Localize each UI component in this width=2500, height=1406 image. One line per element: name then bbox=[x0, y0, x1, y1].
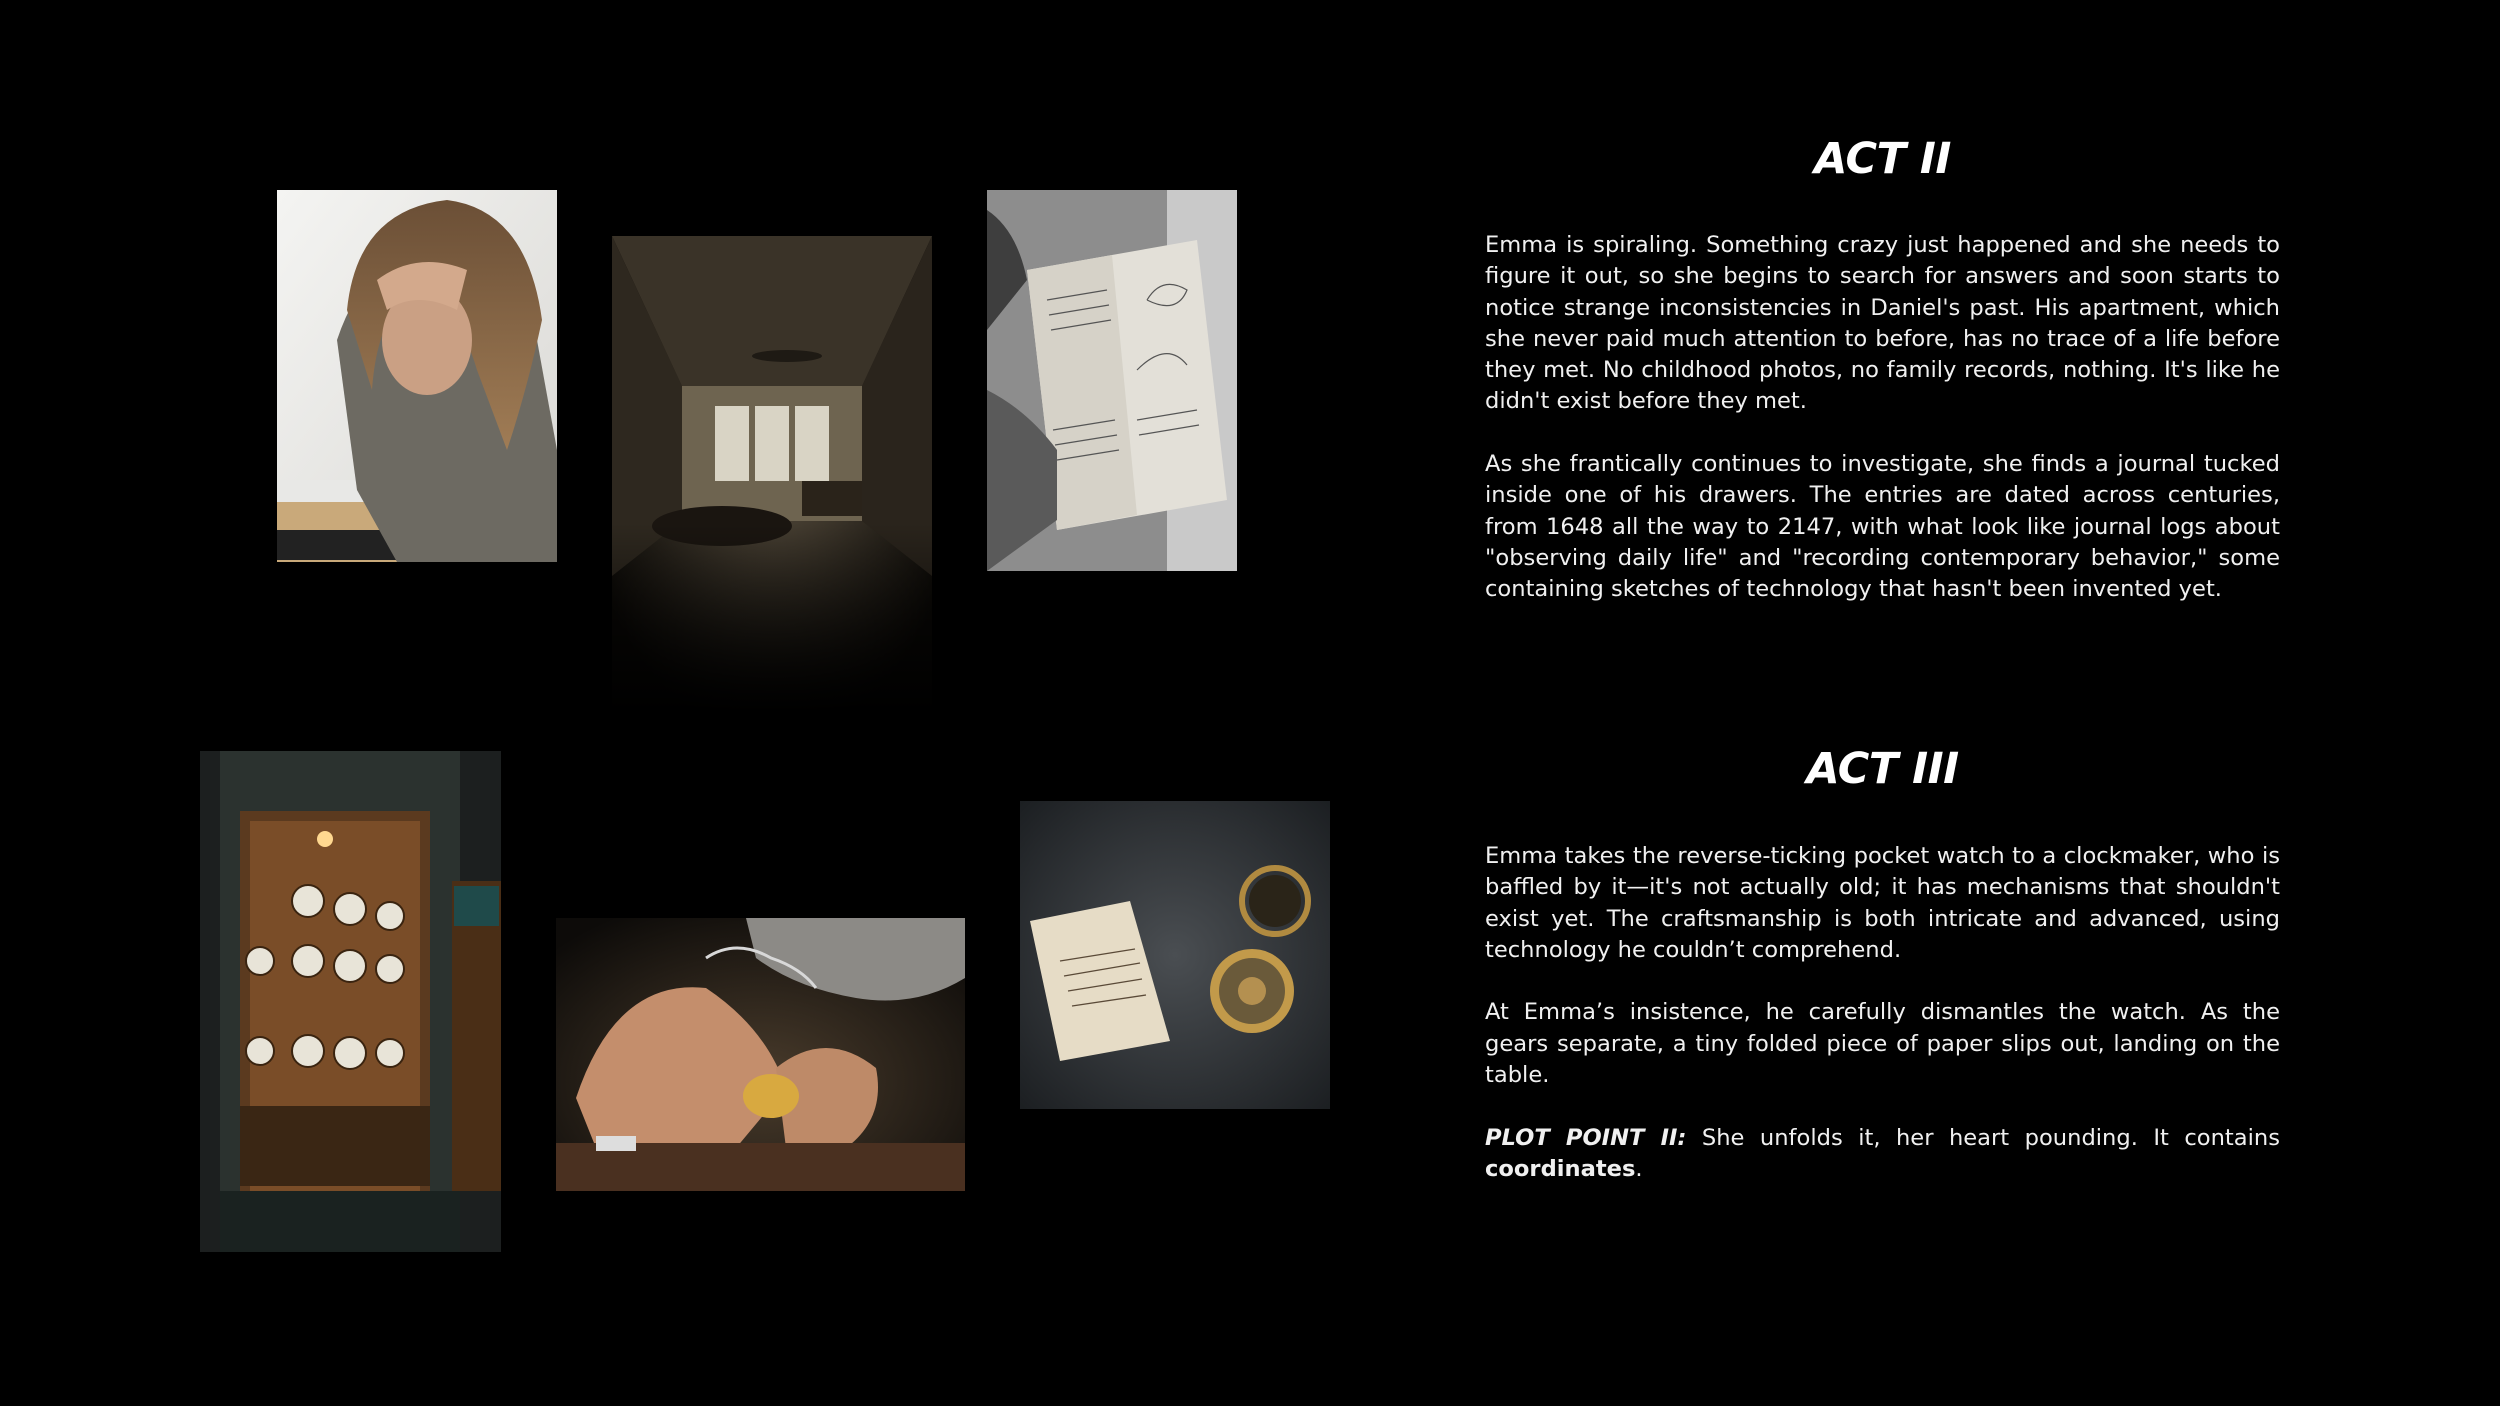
old-journal-photo bbox=[987, 190, 1237, 571]
pocket-watch-note-photo bbox=[1020, 801, 1330, 1109]
act-3-paragraph-2: At Emma’s insistence, he carefully dismantles the watch. As the gears separate, a tiny folded piece of paper slips out, landing on the table. bbox=[1485, 999, 2280, 1089]
clock-shop-photo bbox=[200, 751, 501, 1252]
empty-apartment-photo bbox=[612, 236, 932, 714]
act-3-paragraph-1: Emma takes the reverse-ticking pocket watch to a clockmaker, who is baffled by it—it's not actually old; it has mechanisms that shouldn't exist yet. The craftsmanship is both intricate and advanced, using technology he couldn’t comprehend. bbox=[1485, 843, 2280, 963]
act-2-body bbox=[1485, 230, 2280, 637]
plot-point-text: She unfolds it, her heart pounding. It contains bbox=[1686, 1124, 2280, 1151]
coordinates-word: coordinates bbox=[1485, 1155, 1636, 1182]
act-2-heading: ACT II bbox=[1814, 134, 1951, 184]
plot-point-paragraph bbox=[1485, 1123, 2280, 1186]
clockmaker-photo bbox=[556, 918, 965, 1191]
act-2-paragraph-2: As she frantically continues to investigate, she finds a journal tucked inside one of his drawers. The entries are dated across centuries, from 1648 all the way to 2147, with what look like journal logs about "observing daily life" and "recording contemporary behavior," some containing sketches of technology that hasn't been invented yet. bbox=[1485, 451, 2280, 603]
act-3-heading: ACT III bbox=[1806, 744, 1959, 794]
plot-point-label: PLOT POINT II: bbox=[1485, 1124, 1687, 1151]
distressed-woman-photo bbox=[277, 190, 557, 562]
act-2-paragraph-1: Emma is spiraling. Something crazy just happened and she needs to figure it out, so she begins to search for answers and soon starts to notice strange inconsistencies in Daniel's past. His apartment, which she never paid much attention to before, has no trace of a life before they met. No childhood photos, no family records, nothing. It's like he didn't exist before they met. bbox=[1485, 232, 2280, 415]
act-3-body bbox=[1485, 841, 2280, 1217]
plot-point-end: . bbox=[1635, 1155, 1643, 1182]
